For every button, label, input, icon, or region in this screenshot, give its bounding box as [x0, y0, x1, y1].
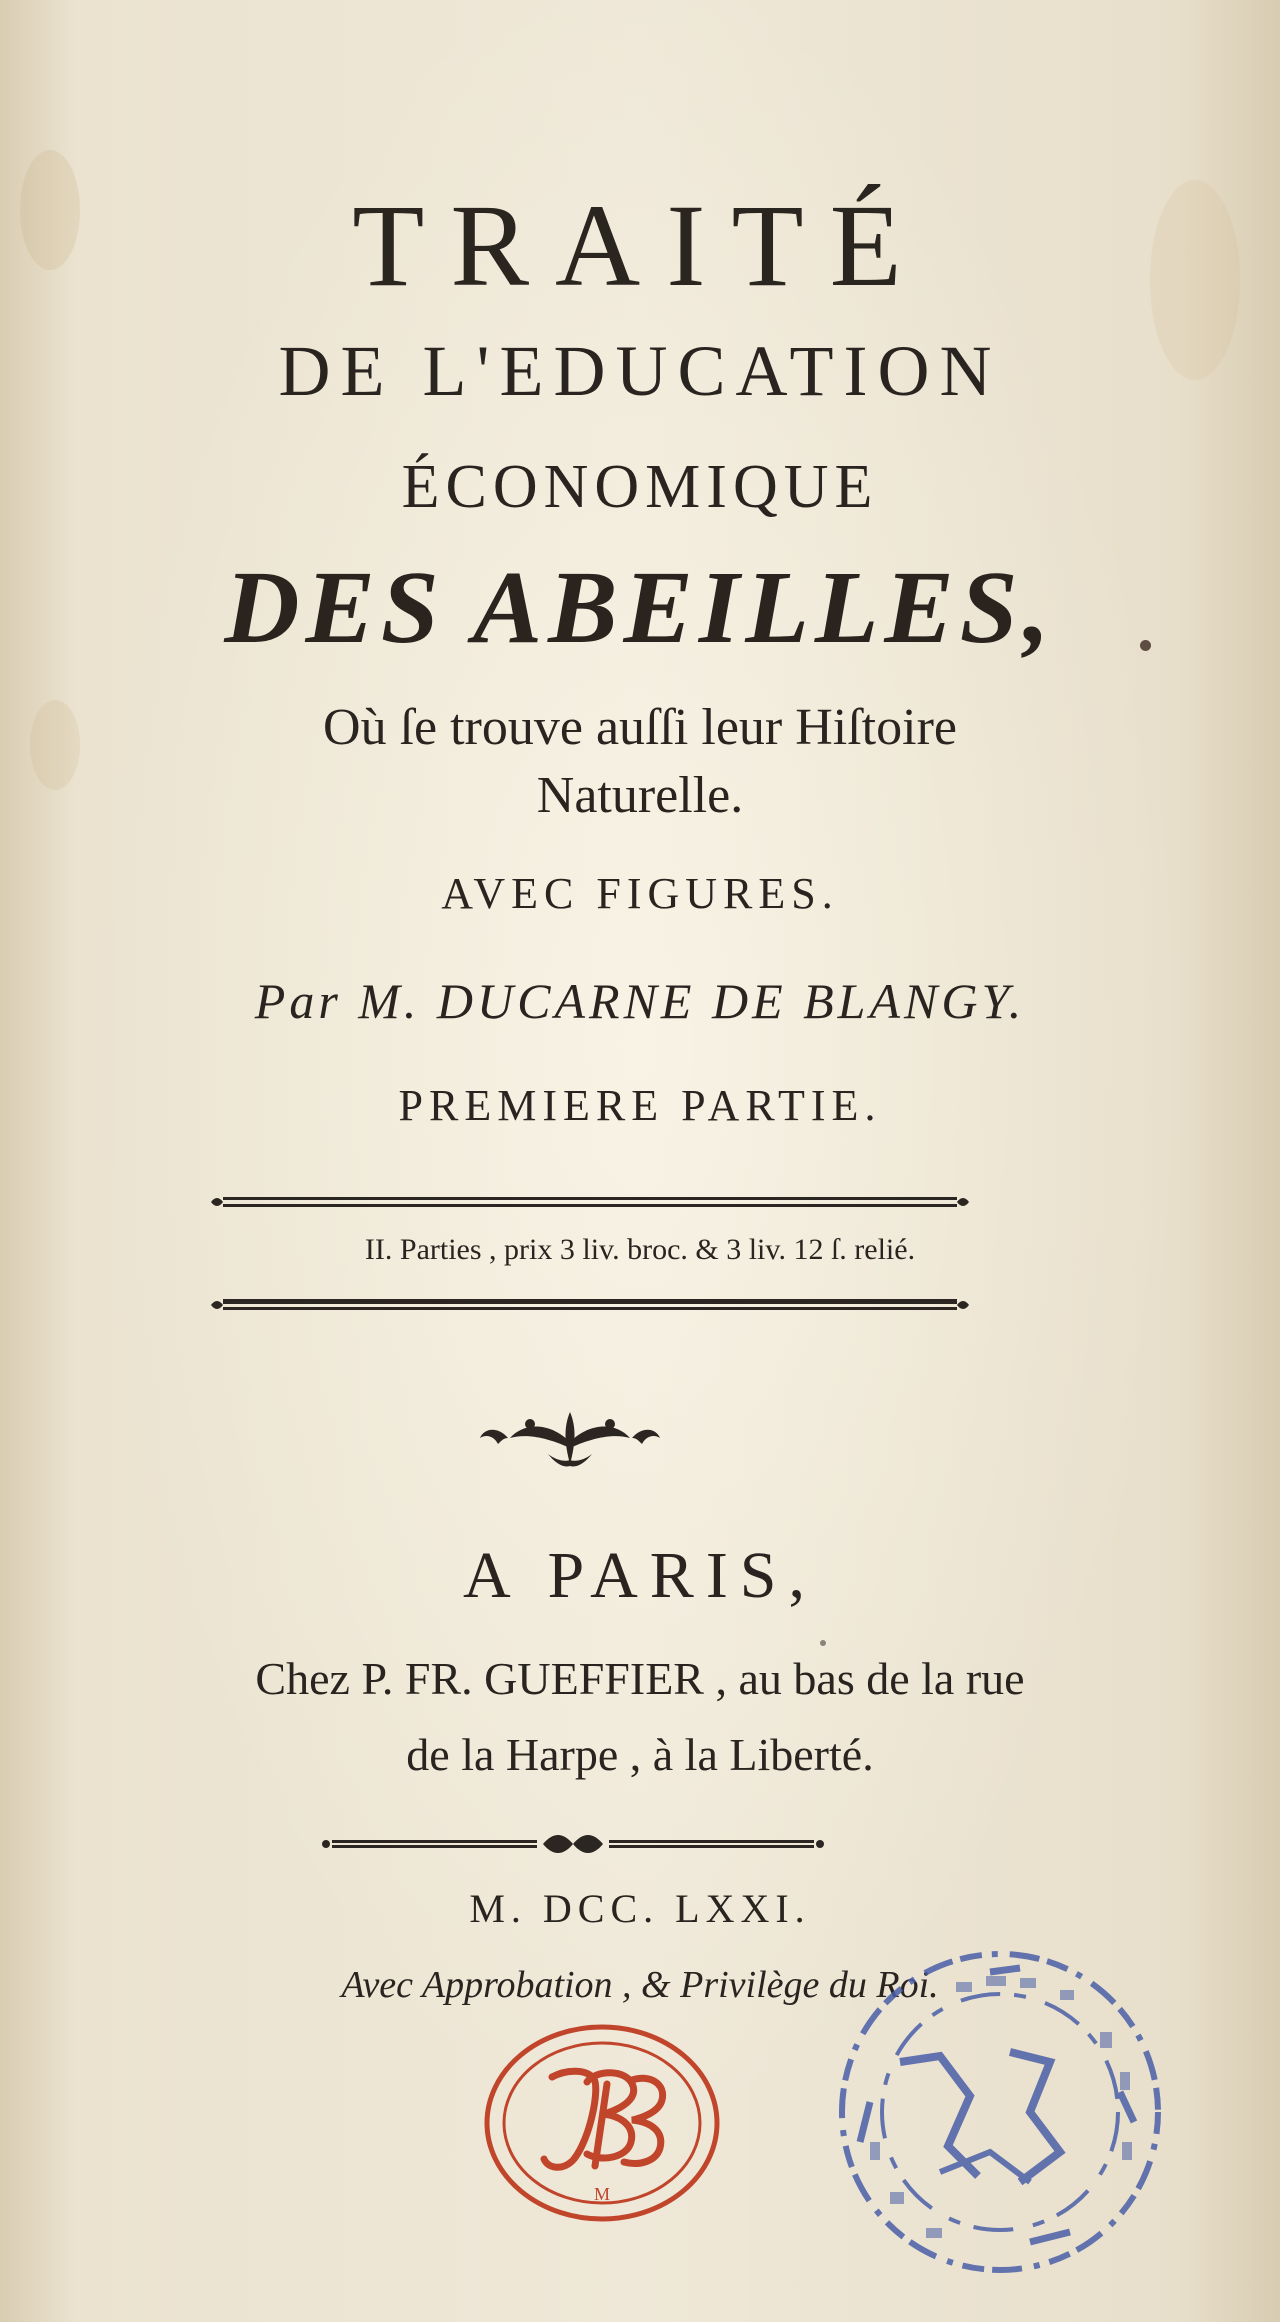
price-line: II. Parties , prix 3 liv. broc. & 3 liv. 12 ſ. relié. — [364, 1233, 916, 1266]
book-subtitle-line-1: DE L'EDUCATION — [278, 331, 1002, 411]
ornamental-rule-small — [318, 1832, 828, 1856]
svg-text:M: M — [593, 2184, 611, 2204]
ink-spot — [820, 1640, 826, 1646]
note-line-2: Naturelle. — [536, 767, 744, 824]
book-subtitle-line-2: ÉCONOMIQUE — [401, 453, 879, 521]
ornamental-rule-top — [205, 1192, 975, 1212]
book-title: TRAITÉ — [352, 180, 928, 311]
note-line-1: Où ſe trouve auſſi leur Hiſtoire — [323, 699, 957, 756]
publisher-line-1: Chez P. FR. GUEFFIER , au bas de la rue — [255, 1653, 1025, 1704]
figures-line: AVEC FIGURES. — [441, 869, 839, 918]
floral-vignette-icon — [478, 1402, 662, 1482]
book-subject: DES ABEILLES, — [224, 550, 1056, 665]
author-line: Par M. DUCARNE DE BLANGY. — [254, 973, 1026, 1029]
blue-library-stamp — [830, 1942, 1170, 2282]
part-line: PREMIERE PARTIE. — [398, 1081, 882, 1130]
publisher-line-2: de la Harpe , à la Liberté. — [406, 1729, 874, 1780]
red-monogram-stamp — [482, 2022, 722, 2224]
ornamental-rule-bottom — [205, 1295, 975, 1315]
privilege-line: Avec Approbation , & Privilège du Roi. — [341, 1964, 939, 2006]
city-line: A PARIS, — [462, 1539, 818, 1612]
date-line: M. DCC. LXXI. — [469, 1886, 811, 1931]
